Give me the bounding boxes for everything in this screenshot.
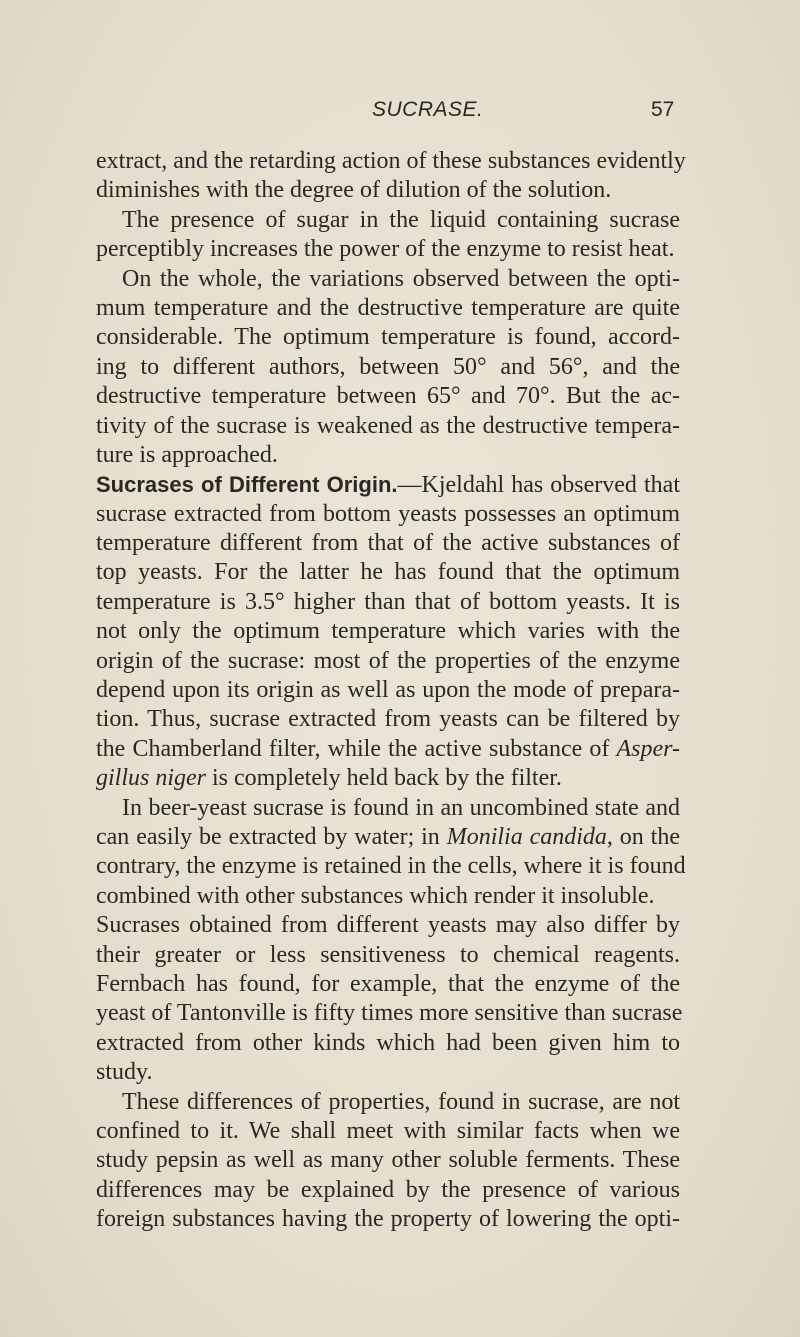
text-line: destructive temperature between 65° and 70°. But the ac-: [96, 383, 680, 410]
text-line: yeast of Tantonville is fifty times more sensitive than sucrase: [96, 1000, 683, 1027]
text-line: top yeasts. For the latter he has found that the optimum: [96, 559, 680, 586]
text-line: foreign substances having the property of lowering the opti-: [96, 1206, 680, 1233]
text-line: temperature is 3.5° higher than that of bottom yeasts. It is: [96, 588, 680, 615]
italic-term: Monilia candida: [446, 823, 607, 850]
text-line: tion. Thus, sucrase extracted from yeasts can be filtered by: [96, 706, 680, 733]
text-fragment: —Kjeldahl has observed that: [397, 472, 680, 499]
text-line: study.: [96, 1059, 153, 1086]
text-line: [96, 735, 680, 764]
text-line: not only the optimum temperature which varies with the: [96, 618, 680, 645]
text-fragment: the Chamberland filter, while the active substance of: [96, 735, 610, 762]
text-fragment: is completely held back by the filter.: [212, 765, 562, 792]
running-head-title: SUCRASE.: [372, 98, 484, 121]
text-line: On the whole, the variations observed between the opti-: [122, 265, 680, 292]
text-line: mum temperature and the destructive temperature are quite: [96, 294, 680, 321]
text-line: considerable. The optimum temperature is found, accord-: [96, 324, 680, 351]
italic-term: Asper-: [616, 735, 680, 762]
text-fragment: can easily be extracted by water; in: [96, 823, 440, 850]
text-line: study pepsin as well as many other soluble ferments. These: [96, 1147, 680, 1174]
text-line: confined to it. We shall meet with similar facts when we: [96, 1117, 680, 1144]
text-line: temperature different from that of the active substances of: [96, 530, 680, 557]
text-line: ing to different authors, between 50° and 56°, and the: [96, 353, 680, 380]
text-line: contrary, the enzyme is retained in the cells, where it is found: [96, 853, 686, 880]
text-line: their greater or less sensitiveness to chemical reagents.: [96, 941, 680, 968]
body-text: [96, 147, 686, 1234]
section-heading: Sucrases of Different Origin.: [96, 472, 398, 498]
text-line: depend upon its origin as well as upon the mode of prepara-: [96, 677, 680, 704]
text-line: ture is approached.: [96, 441, 278, 468]
text-line: extract, and the retarding action of these substances evidently: [96, 148, 686, 174]
text-line: combined with other substances which render it insoluble.: [96, 882, 655, 909]
text-line: diminishes with the degree of dilution of the solution.: [96, 177, 612, 204]
text-line: tivity of the sucrase is weakened as the destructive tempera-: [96, 412, 680, 439]
text-line: perceptibly increases the power of the enzyme to resist heat.: [96, 236, 675, 263]
text-line: Fernbach has found, for example, that the enzyme of the: [96, 970, 680, 997]
text-line: [96, 764, 680, 793]
text-line: origin of the sucrase: most of the properties of the enzyme: [96, 647, 680, 674]
text-line: These differences of properties, found in sucrase, are not: [122, 1088, 680, 1115]
text-line: Sucrases obtained from different yeasts may also differ by: [96, 912, 680, 939]
text-fragment: , on the: [606, 823, 680, 850]
page-number: 57: [651, 98, 675, 121]
italic-term: gillus niger: [96, 765, 207, 792]
text-line: [96, 470, 680, 499]
text-line: [96, 823, 680, 852]
text-line: The presence of sugar in the liquid containing sucrase: [122, 206, 680, 233]
text-line: extracted from other kinds which had been given him to: [96, 1029, 680, 1056]
text-line: sucrase extracted from bottom yeasts possesses an optimum: [96, 500, 680, 527]
running-head: [0, 98, 800, 128]
text-line: differences may be explained by the presence of various: [96, 1176, 680, 1203]
text-line: In beer-yeast sucrase is found in an uncombined state and: [122, 794, 680, 821]
